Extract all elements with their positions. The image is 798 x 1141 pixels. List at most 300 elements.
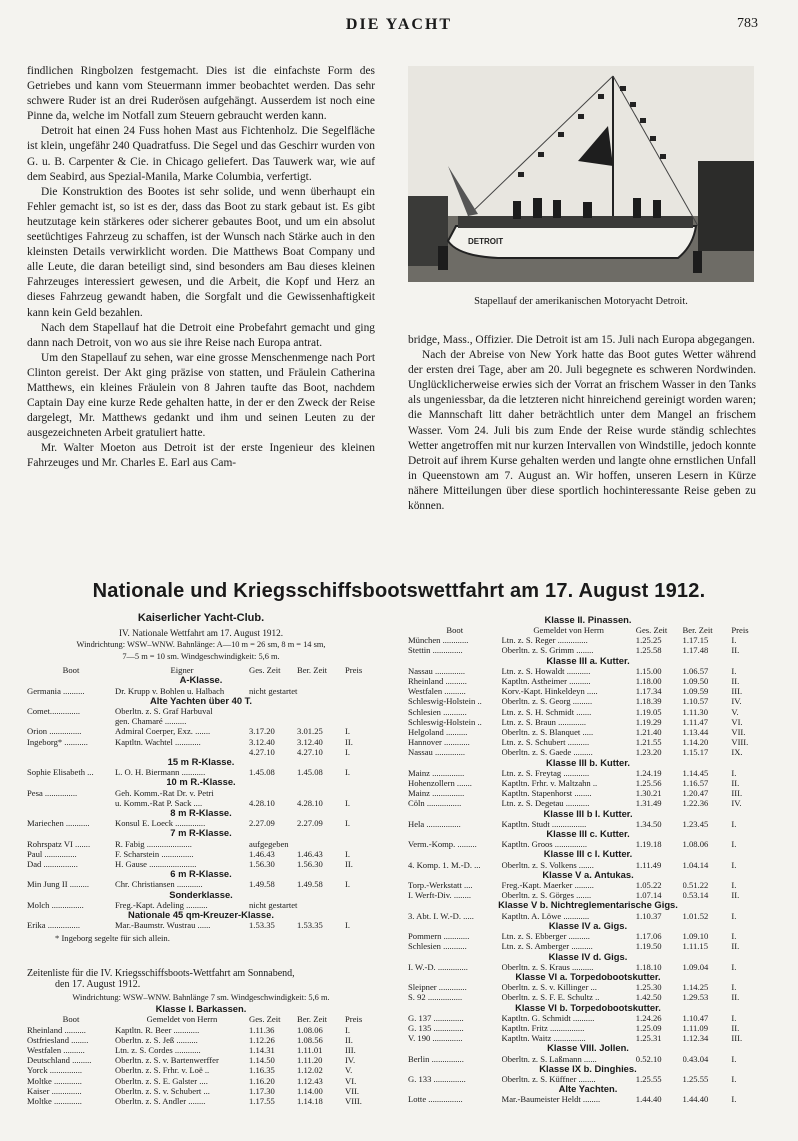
corrected-time: 1.29.53: [682, 992, 709, 1003]
boat-name: Moltke .............: [27, 1096, 82, 1107]
boat-name: München ............: [408, 635, 469, 646]
owner-name: Geh. Komm.-Rat Dr. v. Petri: [115, 787, 214, 798]
club-title: Kaiserlicher Yacht-Club.: [137, 612, 265, 624]
result-row: [408, 941, 768, 951]
owner-name: [115, 747, 249, 757]
prize: IV.: [345, 1055, 356, 1066]
owner-name: Ltn. z. S. H. Schmidt .......: [501, 706, 592, 717]
boat-name: [27, 747, 115, 757]
total-time: 1.14.31: [249, 1045, 275, 1056]
total-time: [249, 788, 297, 798]
prize: II.: [345, 1034, 353, 1045]
result-row: [27, 706, 375, 716]
paragraph: Detroit hat einen 24 Fuss hohen Mast aus Fichtenholz. Die Segelfläche ist klein, ungefähr 240 Quadratfuss. Die Segel und das Geschirr wurden von G. u. B. Carpenter & Cie. in Chicago geliefert. Das Tauwerk war, wie auf dem Seabird, aus Spezial-Manila, Marke Columbia, verfertigt.: [27, 125, 375, 183]
boat-name: Mariechen ...........: [27, 818, 90, 829]
total-time: 1.18.39: [635, 696, 662, 707]
owner-name: Oberltn. z. S. v. Killinger ...: [501, 982, 597, 993]
total-time: [249, 706, 297, 716]
result-row: [408, 962, 768, 972]
total-time: 1.24.26: [635, 1012, 662, 1023]
class-heading-row: [408, 870, 768, 880]
corrected-time: 1.11.47: [682, 716, 709, 727]
result-row: [27, 737, 375, 747]
total-time: 1.25.30: [635, 982, 662, 993]
col-header: Preis: [731, 625, 749, 635]
boat-name: G. 133 ...............: [408, 1073, 466, 1084]
total-time: 1.14.50: [249, 1055, 275, 1066]
corrected-time: 0.43.04: [682, 1053, 709, 1064]
corrected-time: 1.09.04: [682, 961, 709, 972]
prize: IV.: [731, 798, 742, 809]
owner-name: Oberltn. z. S. Georg .........: [501, 696, 593, 707]
owner-name: Ltn. z. S. Freytag ............: [501, 767, 590, 778]
owner-name: Ltn. z. S. Braun .............: [501, 716, 587, 727]
corrected-time: 3.01.25: [297, 726, 323, 737]
col-header: Preis: [345, 665, 363, 676]
class-heading: 15 m R-Klasse.: [167, 757, 235, 768]
boat-name: Mainz ...............: [408, 788, 465, 799]
kyc-footnote: * Ingeborg segelte für sich allein.: [55, 932, 170, 943]
corrected-time: 1.04.14: [682, 859, 709, 870]
boat-name: Hela ................: [408, 818, 461, 829]
boat-name: Min Jung II .........: [27, 879, 90, 890]
total-time: aufgegeben: [249, 838, 289, 849]
zeit-table: [27, 1014, 375, 1106]
prize: I.: [731, 818, 737, 829]
total-time: 1.34.50: [635, 818, 662, 829]
hull-name: DETROIT: [468, 237, 504, 246]
boat-name: Nassau ..............: [408, 747, 466, 758]
prize: I.: [731, 635, 737, 646]
boat-name: Molch ...............: [27, 899, 84, 910]
boat-name: G. 135 ..............: [408, 1022, 464, 1033]
boat-name: Sophie Elisabeth ...: [27, 767, 94, 778]
prize: I.: [731, 665, 737, 676]
total-time: 1.24.19: [635, 767, 662, 778]
total-time: 1.56.30: [249, 859, 275, 870]
col-header: Boot: [62, 665, 80, 676]
result-row: [27, 849, 375, 859]
class-heading: Klasse IX b. Dinghies.: [539, 1063, 637, 1074]
result-row: [27, 859, 375, 869]
prize: II.: [731, 992, 740, 1003]
result-row: [408, 911, 768, 921]
left-text-column: [27, 64, 375, 472]
total-time: 1.45.08: [249, 767, 275, 778]
corrected-time: 4.27.10: [297, 746, 323, 757]
owner-name: Ltn. z. S. Schubert ..........: [501, 737, 590, 748]
total-time: 1.31.49: [635, 798, 662, 809]
prize: I.: [731, 961, 737, 972]
boat-name: Orion ...............: [27, 726, 82, 737]
corrected-time: 1.08.56: [297, 1034, 323, 1045]
prize: II.: [731, 1022, 740, 1033]
result-row: [27, 1065, 375, 1075]
result-row: [27, 1045, 375, 1055]
result-row: [408, 819, 768, 829]
result-row: [27, 716, 375, 726]
total-time: 1.10.37: [635, 910, 662, 921]
owner-name: Dr. Krupp v. Bohlen u. Halbach: [115, 685, 225, 696]
paragraph: Mr. Walter Moeton aus Detroit ist der erste Ingenieur des kleinen Fahrzeuges und Mr. Charles E. Earl aus Cam-: [27, 442, 375, 470]
corrected-time: 1.20.47: [682, 788, 709, 799]
class-heading: 8 m R-Klasse.: [170, 808, 232, 819]
result-row: [27, 788, 375, 798]
result-row: [408, 880, 768, 890]
class-heading: Nationale 45 qm-Kreuzer-Klasse.: [128, 910, 274, 921]
result-row: [408, 727, 768, 737]
result-row: [27, 686, 375, 696]
prize: VII.: [731, 727, 746, 738]
boat-name: [27, 798, 115, 808]
corrected-time: 1.23.45: [682, 818, 709, 829]
corrected-time: 1.09.59: [682, 686, 709, 697]
total-time: 1.19.18: [635, 839, 662, 850]
class-heading-row: [408, 972, 768, 982]
boat-name: Pommern ............: [408, 931, 470, 942]
corrected-time: 1.17.48: [682, 645, 709, 656]
total-time: 1.12.26: [249, 1034, 275, 1045]
total-time: 1.11.36: [249, 1024, 275, 1035]
prize: II.: [345, 859, 353, 870]
prize: II.: [731, 890, 740, 901]
result-row: [408, 747, 768, 757]
corrected-time: 1.22.36: [682, 798, 709, 809]
paragraph: Nach der Abreise von New York hatte das Boot gutes Wetter während der ersten drei Tage, aber am 20. Juli begegnete es schweren Nordwinden. Unglücklicherweise erwies sich der Vorrat an frischem Wasser in den Tanks als ungeniessbar, da die letzteren nicht hinreichend gereinigt worden waren; die Mannschaft litt daher beträchtlich unter dem Mangel an frischem Wasser. Vom 24. Juli bis zum Ende der Reise wurde ständig schlechtes Wetter angetroffen mit nur kurzen Intervallen von Windstille, jedoch konnte Detroit auf ihrem Kurse gehalten werden und langte ohne ernstlichen Unfall in Queenstown am 7. August an. Wir hoffen, unseren Lesern in Kürze nähere Mitteilungen über diese sportlich hochinteressante Reise geben zu können.: [408, 349, 756, 513]
corrected-time: 1.09.10: [682, 931, 709, 942]
result-row: [27, 1035, 375, 1045]
photo-caption: Stapellauf der amerikanischen Motoryacht Detroit.: [474, 296, 688, 307]
result-row: [408, 860, 768, 870]
prize: VI.: [731, 716, 743, 727]
boat-name: Lotte ................: [408, 1094, 463, 1105]
total-time: [249, 716, 297, 726]
class-heading-row: [408, 829, 768, 839]
col-header: Ber. Zeit: [682, 625, 713, 635]
class-heading-row: [27, 910, 375, 920]
zeit-class-title: Klasse I. Barkassen.: [155, 1003, 247, 1015]
prize: IX.: [731, 747, 743, 758]
class-heading-row: [408, 952, 768, 962]
corrected-time: 1.10.57: [682, 696, 709, 707]
right-table: [408, 625, 768, 1105]
class-heading-row: [27, 696, 375, 706]
corrected-time: 1.14.25: [682, 982, 709, 993]
prize: I.: [345, 1024, 351, 1035]
class-heading: Klasse III c. Kutter.: [546, 829, 630, 840]
result-row: [408, 1094, 768, 1104]
prize: [345, 706, 375, 716]
boat-name: Yorck ...............: [27, 1065, 82, 1076]
total-time: 1.16.20: [249, 1075, 275, 1086]
owner-name: Mar.-Baumstr. Wustrau ......: [115, 920, 211, 931]
corrected-time: 1.11.20: [297, 1055, 323, 1066]
result-row: [408, 798, 768, 808]
prize: I.: [731, 1012, 737, 1023]
class-heading: Alte Yachten.: [558, 1084, 618, 1095]
result-row: [27, 818, 375, 828]
total-time: 1.19.05: [635, 706, 662, 717]
owner-name: Ltn. z. S. Ebberger ..........: [501, 931, 590, 942]
prize: VI.: [345, 1075, 357, 1086]
total-time: 1.16.35: [249, 1065, 275, 1076]
owner-name: Freg.-Kapt. Adeling ..........: [115, 899, 208, 910]
class-heading: 6 m R-Klasse.: [170, 869, 232, 880]
kyc-table: [27, 665, 375, 930]
zeit-header-row: [27, 1014, 375, 1024]
running-header: DIE YACHT: [345, 16, 453, 33]
owner-name: Oberltn. z. S. Gaede .........: [501, 747, 593, 758]
owner-name: Kaptltn. Studt ................: [501, 818, 587, 829]
result-row: [27, 747, 375, 757]
prize: I.: [731, 931, 737, 942]
col-header: Ges. Zeit: [249, 665, 281, 676]
total-time: nicht gestartet: [249, 685, 298, 696]
owner-name: H. Gause ......................: [115, 859, 197, 870]
class-heading-row: [27, 828, 375, 838]
corrected-time: 1.56.30: [297, 859, 323, 870]
corrected-time: 1.08.06: [297, 1024, 323, 1035]
prize: III.: [345, 1045, 356, 1056]
boat-name: Sleipner .............: [408, 982, 467, 993]
col-header: Gemeldet von Herrn: [533, 625, 604, 635]
owner-name: Oberltn. z. S. Kraus ..........: [501, 961, 594, 972]
boat-name: [27, 716, 115, 726]
boat-name: Hohenzollern .......: [408, 778, 472, 789]
corrected-time: 1.16.57: [682, 778, 709, 789]
col-header: Boot: [446, 625, 464, 635]
boat-name: Dad ................: [27, 859, 78, 870]
owner-name: Korv.-Kapt. Hinkeldeyn .....: [501, 686, 598, 697]
prize: I.: [345, 726, 351, 737]
total-time: 2.27.09: [249, 818, 275, 829]
prize: I.: [731, 1094, 737, 1105]
right-text-column: [408, 333, 756, 514]
corrected-time: 1.49.58: [297, 879, 323, 890]
owner-name: Ltn. z. S. Degetau ...........: [501, 798, 590, 809]
corrected-time: 1.14.45: [682, 767, 709, 778]
corrected-time: [297, 706, 345, 716]
boat-name: Germania ..........: [27, 685, 85, 696]
owner-name: Oberltn. z. S. Frhr. v. Loë ..: [115, 1065, 210, 1076]
total-time: 4.27.10: [249, 746, 275, 757]
boat-name: I. Werft-Div. ........: [408, 890, 472, 901]
col-header: Eigner: [170, 665, 194, 676]
prize: I.: [345, 797, 351, 808]
total-time: nicht gestartet: [249, 899, 298, 910]
boat-name: Helgoland ..........: [408, 727, 468, 738]
class-heading-row: [27, 808, 375, 818]
total-time: 1.42.50: [635, 992, 662, 1003]
prize: III.: [731, 788, 743, 799]
corrected-time: 1.08.06: [682, 839, 709, 850]
prize: I.: [731, 880, 737, 891]
total-time: 0.52.10: [635, 1053, 662, 1064]
boat-name: Westfalen ..........: [27, 1045, 85, 1056]
result-row: [408, 635, 768, 645]
corrected-time: 1.11.30: [682, 706, 709, 717]
result-row: [408, 707, 768, 717]
total-time: 1.17.06: [635, 931, 662, 942]
total-time: 1.17.30: [249, 1085, 275, 1096]
result-row: [408, 768, 768, 778]
owner-name: Kaptltn. Astheimer ..........: [501, 676, 591, 687]
corrected-time: [297, 716, 345, 726]
total-time: 1.05.22: [635, 880, 662, 891]
total-time: 1.25.31: [635, 1033, 662, 1044]
col-header: Preis: [345, 1014, 363, 1025]
total-time: 1.21.55: [635, 737, 662, 748]
result-row: [27, 1086, 375, 1096]
owner-name: Ltn. z. S. Cordes ............: [115, 1045, 201, 1056]
corrected-time: 2.27.09: [297, 818, 323, 829]
total-time: 1.25.09: [635, 1022, 662, 1033]
result-row: [27, 767, 375, 777]
corrected-time: 3.12.40: [297, 736, 323, 747]
owner-name: Oberltn. z. S. Volkens .......: [501, 859, 594, 870]
prize: III.: [731, 1033, 743, 1044]
launch-photo: [408, 66, 754, 282]
total-time: 1.18.10: [635, 961, 662, 972]
total-time: 1.23.20: [635, 747, 662, 758]
boat-name: Schlesien ...........: [408, 941, 467, 952]
prize: I.: [345, 746, 351, 757]
corrected-time: 1.53.35: [297, 920, 323, 931]
result-row: [27, 1055, 375, 1065]
boat-name: Erika ...............: [27, 920, 80, 931]
total-time: 1.44.40: [635, 1094, 662, 1105]
total-time: 3.17.20: [249, 726, 275, 737]
boat-name: Pesa ...............: [27, 787, 78, 798]
prize: II.: [731, 941, 740, 952]
total-time: 1.21.40: [635, 727, 662, 738]
corrected-time: 1.46.43: [297, 848, 323, 859]
right-header-row: [408, 625, 768, 635]
prize: [345, 716, 375, 726]
kyc-results: [27, 612, 375, 943]
boat-name: Berlin ...............: [408, 1053, 464, 1064]
total-time: 1.25.56: [635, 778, 662, 789]
result-row: [408, 839, 768, 849]
result-row: [408, 696, 768, 706]
class-heading-row: [27, 757, 375, 767]
regatta-title: Nationale und Kriegsschiffsbootswettfahrt am 17. August 1912.: [92, 580, 706, 602]
boat-name: Torp.-Werkstatt ....: [408, 880, 473, 891]
class-heading-row: [408, 758, 768, 768]
prize: II.: [731, 676, 740, 687]
owner-name: Oberltn. z. S. Küffner ........: [501, 1073, 596, 1084]
col-header: Boot: [62, 1014, 80, 1025]
col-header: Gemeldet von Herrn: [146, 1014, 218, 1025]
result-row: [408, 1033, 768, 1043]
owner-name: Kaptltn. G. Schmidt ..........: [501, 1012, 595, 1023]
zeit-wind: Windrichtung: WSW–WNW. Bahnlänge 7 sm. Windgeschwindigkeit: 5,6 m.: [72, 993, 330, 1002]
col-header: Ges. Zeit: [249, 1014, 281, 1025]
boat-name: Cöln ................: [408, 798, 462, 809]
result-row: [408, 890, 768, 900]
paragraph: Um den Stapellauf zu sehen, war eine grosse Menschenmenge nach Port Clinton gereist. Der Akt ging präzise von statten, und Fräulein Catherina Matthews, ein kleines Fräulein von 8 Jahren taufte das Boot, nachdem Captain Day eine kurze Rede gehalten hatte, in der er den Zweck der Reise dargelegt, Mr. Matthews gedankt und ihm und seinen Leuten zu der ausgezeichneten Arbeit gratuliert hatte.: [27, 351, 375, 440]
owner-name: Ltn. z. S. Amberger ..........: [501, 941, 593, 952]
result-row: [27, 1096, 375, 1106]
result-row: [408, 645, 768, 655]
kyc-subtitle: IV. Nationale Wettfahrt am 17. August 1912.: [118, 628, 283, 638]
corrected-time: 1.14.20: [682, 737, 709, 748]
owner-name: Oberltn. z. S. Laßmann ......: [501, 1053, 597, 1064]
paragraph: Nach dem Stapellauf hat die Detroit eine Probefahrt gemacht und ging dann nach Detroit, von wo aus sie ihre Reise nach Europa antrat.: [27, 321, 375, 349]
kyc-wind-line-1: Windrichtung: WSW–WNW. Bahnlänge: A—10 m = 26 sm, 8 m = 14 sm,: [76, 640, 326, 650]
boat-name: Comet..............: [27, 706, 80, 717]
class-heading: 10 m R.-Klasse.: [166, 777, 236, 788]
boat-name: 3. Abt. I. W.-D. .....: [408, 910, 474, 921]
prize: II.: [731, 778, 740, 789]
zeit-title-2: den 17. August 1912.: [55, 979, 141, 990]
col-header: Ber. Zeit: [297, 1014, 328, 1025]
class-heading-row: [27, 675, 375, 685]
prize: I.: [345, 879, 351, 890]
result-row: [408, 982, 768, 992]
corrected-time: 4.28.10: [297, 797, 323, 808]
owner-name: Oberltn. z. S. v. Bartenwerffer: [115, 1055, 219, 1066]
class-heading-row: [408, 921, 768, 931]
result-row: [27, 798, 375, 808]
boat-name: Rheinland ..........: [27, 1024, 86, 1035]
corrected-time: 1.11.09: [682, 1022, 709, 1033]
boat-name: Westfalen ..........: [408, 686, 466, 697]
owner-name: Kaptltn. Wachtel ............: [115, 736, 201, 747]
owner-name: Kaptltn. A. Löwe ............: [501, 910, 590, 921]
class-heading-row: [408, 849, 768, 859]
col-header: Ber. Zeit: [297, 665, 328, 676]
boat-name: Deutschland .........: [27, 1055, 92, 1066]
total-time: 1.17.34: [635, 686, 662, 697]
boat-name: I. W.-D. ..............: [408, 961, 468, 972]
result-row: [27, 879, 375, 889]
class-heading: Klasse III a. Kutter.: [546, 655, 630, 666]
class-heading-row: [408, 1003, 768, 1013]
owner-name: Kaptltn. Fritz ................: [501, 1022, 585, 1033]
class-heading-row: [27, 869, 375, 879]
owner-name: Kaptltn. R. Beer ............: [115, 1024, 200, 1035]
class-heading: Klasse III b. Kutter.: [546, 757, 630, 768]
owner-name: gen. Chamaré ..........: [115, 716, 187, 727]
owner-name: Ltn. z. S. Howaldt ...........: [501, 665, 591, 676]
prize: II.: [345, 736, 353, 747]
prize: I.: [731, 1073, 737, 1084]
corrected-time: 0.51.22: [682, 880, 709, 891]
total-time: 1.30.21: [635, 788, 662, 799]
total-time: 3.12.40: [249, 736, 275, 747]
result-row: [408, 1013, 768, 1023]
corrected-time: 1.06.57: [682, 665, 709, 676]
owner-name: Oberltn. z. S. Jeß ..........: [115, 1034, 198, 1045]
owner-name: Oberltn. z. S. F. E. Schultz ..: [501, 992, 600, 1003]
corrected-time: 0.53.14: [682, 890, 709, 901]
boat-name: Paul ...............: [27, 848, 77, 859]
class-heading: Sonderklasse.: [169, 889, 233, 900]
class-heading: Klasse III b I. Kutter.: [543, 808, 633, 819]
total-time: 1.25.55: [635, 1073, 662, 1084]
owner-name: Admiral Coerper, Exz. .......: [115, 726, 211, 737]
total-time: 1.17.55: [249, 1096, 275, 1107]
prize: I.: [731, 767, 737, 778]
corrected-time: 1.01.52: [682, 910, 709, 921]
result-row: [408, 1074, 768, 1084]
total-time: 1.25.58: [635, 645, 662, 656]
owner-name: Kaptltn. Groos ...............: [501, 839, 588, 850]
boat-name: V. 190 ..............: [408, 1033, 463, 1044]
result-row: [408, 778, 768, 788]
result-row: [27, 900, 375, 910]
